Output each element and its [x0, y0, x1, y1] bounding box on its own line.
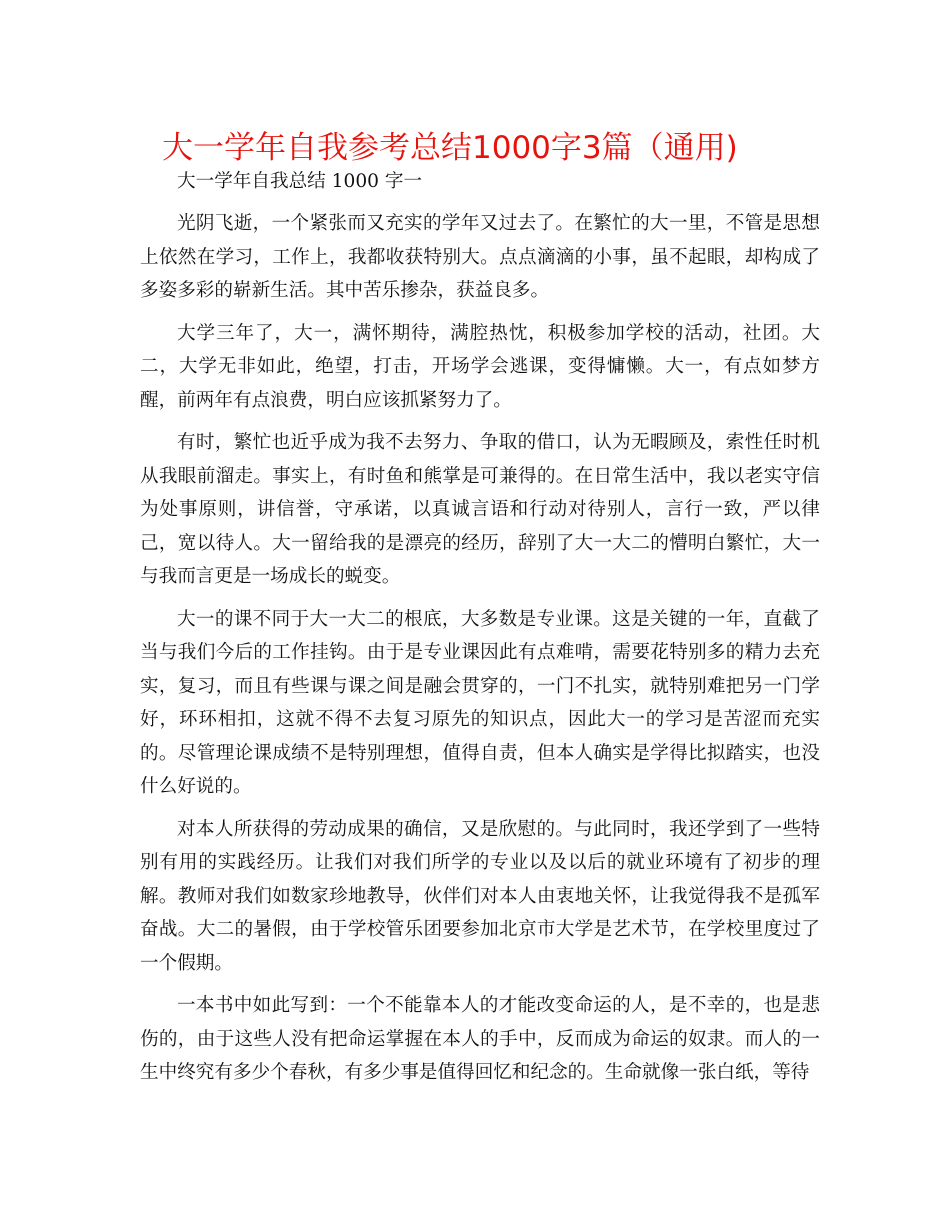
paragraph: 大学三年了，大一，满怀期待，满腔热忱，积极参加学校的活动，社团。大二，大学无非如此，绝望，打击，开场学会逃课，变得慵懒。大一，有点如梦方醒，前两年有点浪费，明白应该抓紧努力了。 [140, 322, 820, 411]
paragraph: 一本书中如此写到：一个不能靠本人的才能改变命运的人，是不幸的，也是悲伤的，由于这些人没有把命运掌握在本人的手中，反而成为命运的奴隶。而人的一生中终究有多少个春秋，有多少事是值得回忆和纪念的。生命就像一张白纸，等待 [140, 995, 820, 1084]
paragraph: 大一的课不同于大一大二的根底，大多数是专业课。这是关键的一年，直截了当与我们今后的工作挂钩。由于是专业课因此有点难啃，需要花特别多的精力去充实，复习，而且有些课与课之间是融会贯穿的，一门不扎实，就特别难把另一门学好，环环相扣，这就不得不去复习原先的知识点，因此大一的学习是苦涩而充实的。尽管理论课成绩不是特别理想，值得自责，但本人确实是学得比拟踏实，也没什么好说的。 [140, 608, 820, 798]
document-title: 大一学年自我参考总结1000字3篇（通用) [162, 130, 738, 166]
paragraph: 光阴飞逝，一个紧张而又充实的学年又过去了。在繁忙的大一里，不管是思想上依然在学习，工作上，我都收获特别大。点点滴滴的小事，虽不起眼，却构成了多姿多彩的崭新生活。其中苦乐掺杂，获益良多。 [140, 213, 820, 302]
document-body [140, 165, 820, 1090]
paragraph: 对本人所获得的劳动成果的确信，又是欣慰的。与此同时，我还学到了一些特别有用的实践经历。让我们对我们所学的专业以及以后的就业环境有了初步的理解。教师对我们如数家珍地教导，伙伴们对本人由衷地关怀，让我觉得我不是孤军奋战。大二的暑假，由于学校管乐团要参加北京市大学是艺术节，在学校里度过了一个假期。 [140, 818, 820, 975]
section-subtitle: 大一学年自我总结 1000 字一 [177, 171, 423, 192]
paragraph: 有时，繁忙也近乎成为我不去努力、争取的借口，认为无暇顾及，索性任时机从我眼前溜走。事实上，有时鱼和熊掌是可兼得的。在日常生活中，我以老实守信为处事原则，讲信誉，守承诺，以真诚言语和行动对待别人，言行一致，严以律己，宽以待人。大一留给我的是漂亮的经历，辞别了大一大二的懵明白繁忙，大一与我而言更是一场成长的蜕变。 [140, 431, 820, 588]
